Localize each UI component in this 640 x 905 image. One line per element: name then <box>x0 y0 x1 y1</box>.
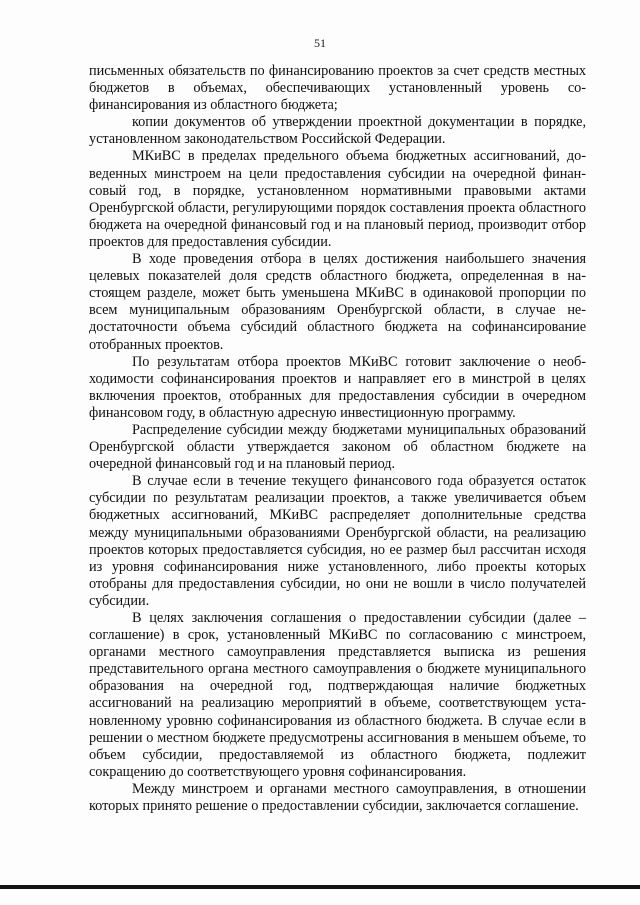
paragraph-continuation: письменных обязательств по финансированию проектов за счет средств местных бюджетов в объемах, обеспечивающих установленный уровень софинансирования из областного бюджета; <box>89 63 586 114</box>
paragraph-distribution: Распределение субсидии между бюджетами муниципальных образований Оренбургской области утверждается законом об областном бюджете на очередной финансовый год и на плановый период. <box>89 421 586 473</box>
paragraph-agreement-conditions: В целях заключения соглашения о предоставлении субсидии (далее – соглашение) в срок, установленный МКиВС по согласованию с минстроем, органами местного самоуправления представляется выписка из решения представительного органа местного самоуправления о бюджете муниципального образования на очередной год, подтверждающая наличие бюджетных ассигнований на реализацию мероприятий в объеме, соответствующем установленному уровню софинансирования из областного бюджета. В случае если в решении о местном бюджете предусмотрены ассигнования в меньшем объеме, то объем субсидии, предоставляемой из областного бюджета, подлежит сокращению до соответствующего уровня софинансирования. <box>89 610 586 780</box>
paragraph-agreement-conclusion: Между минстроем и органами местного самоуправления, в отношении которых принято решение о предоставлении субсидии, заключается соглашение. <box>89 780 586 815</box>
page-number: 51 <box>314 36 326 50</box>
paragraph-project-docs: копии документов об утверждении проектной документации в порядке, установленном законодательством Российской Федерации. <box>89 114 586 148</box>
paragraph-selection-process: В ходе проведения отбора в целях достижения наибольшего значения целевых показателей доля средств областного бюджета, определенная в настоящем разделе, может быть уменьшена МКиВС в одинаковой пропорции по всем муниципальным образованиям Оренбургской области, в случае недостаточности объема субсидий областного бюджета на софинансирование отобранных проектов. <box>89 251 586 353</box>
paragraph-selection-limits: МКиВС в пределах предельного объема бюджетных ассигнований, доведенных минстроем на цели предоставления субсидии на очередной финансовый год, в порядке, установленном нормативными правовыми актами Оренбургской области, регулирующими порядок составления проекта областного бюджета на очередной финансовый год и на плановый период, производит отбор проектов для предоставления субсидии. <box>89 148 586 250</box>
paragraph-remainder: В случае если в течение текущего финансового года образуется остаток субсидии по результатам реализации проектов, а также увеличивается объем бюджетных ассигнований, МКиВС распределяет дополнительные средства между муниципальными образованиями Оренбургской области, на реализацию проектов которых предоставляется субсидия, но ее размер был рассчитан исходя из уровня софинансирования ниже установленного, либо проекты которых отобраны для предоставления субсидии, но они не вошли в число получателей субсидии. <box>89 473 586 609</box>
paragraph-selection-results: По результатам отбора проектов МКиВС готовит заключение о необходимости софинансирования проектов и направляет его в минстрой в целях включения проектов, отобранных для предоставления субсидии в очередном финансовом году, в областную адресную инвестиционную программу. <box>89 353 586 421</box>
bottom-rule <box>0 885 640 889</box>
document-body <box>89 63 586 815</box>
